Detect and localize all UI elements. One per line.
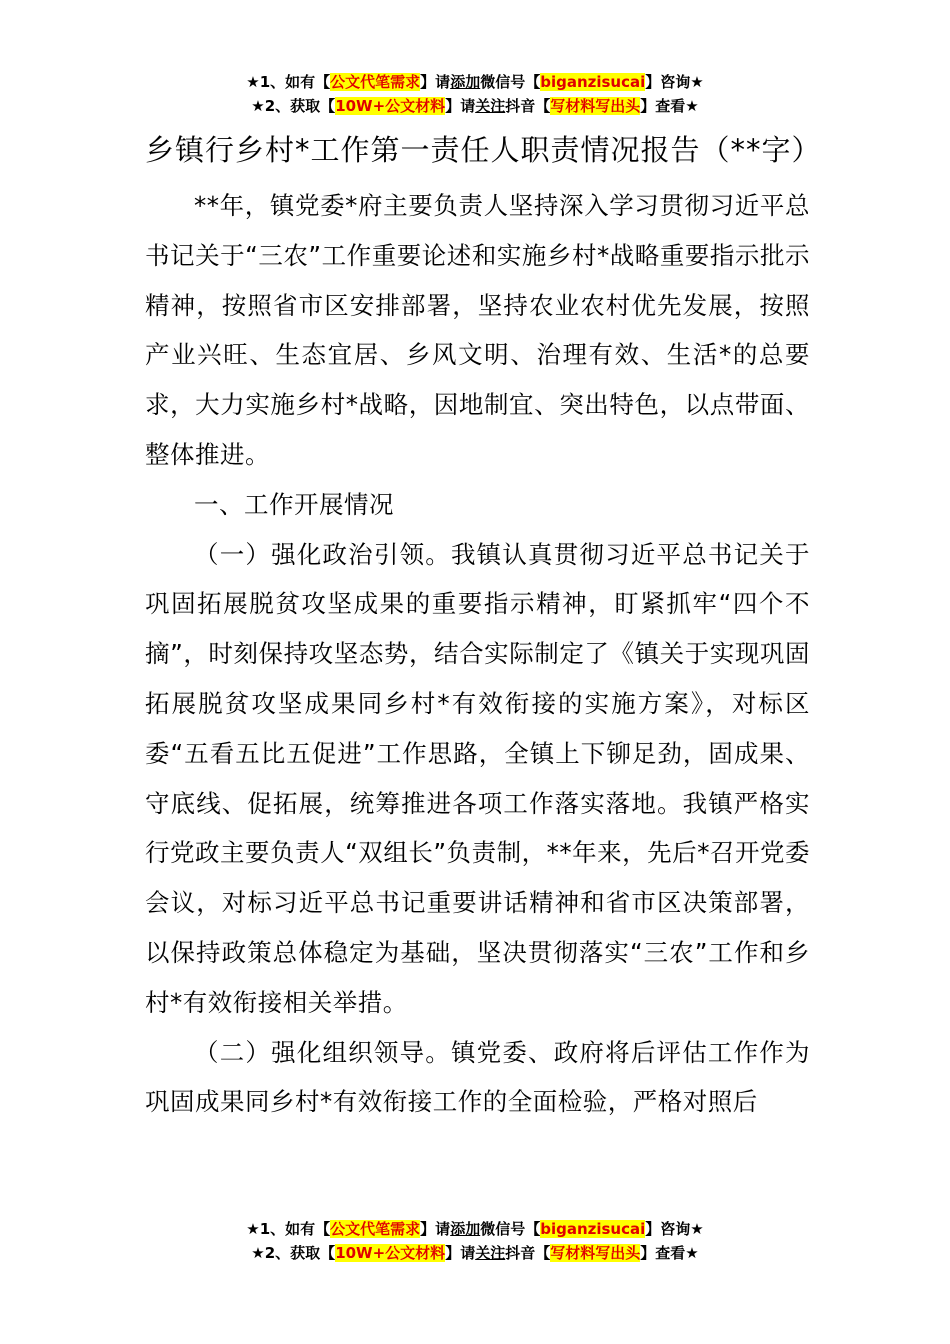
banner-line-2: ★2、获取【10W+公文材料】请关注抖音【写材料写出头】查看★ <box>251 97 699 115</box>
header-banner <box>0 70 950 118</box>
banner-wechat-id: biganzisucai <box>540 1220 646 1238</box>
banner-line-1: ★1、如有【公文代笔需求】请添加微信号【biganzisucai】咨询★ <box>246 1220 704 1238</box>
paragraph-organizational-leadership: （二）强化组织领导。镇党委、政府将后评估工作作为巩固成果同乡村*有效衔接工作的全面检验，严格对照后 <box>145 1037 810 1117</box>
paragraph-political-leadership: （一）强化政治引领。我镇认真贯彻习近平总书记关于巩固拓展脱贫攻坚成果的重要指示精神，盯紧抓牢“四个不摘”，时刻保持攻坚态势，结合实际制定了《镇关于实现巩固拓展脱贫攻坚成果同乡村*有效衔接的实施方案》，对标区委“五看五比五促进”工作思路，全镇上下铆足劲，固成果、守底线、促拓展，统筹推进各项工作落实落地。我镇严格实行党政主要负责人“双组长”负责制，**年来，先后*召开党委会议，对标习近平总书记重要讲话精神和省市区决策部署，以保持政策总体稳定为基础，坚决贯彻落实“三农”工作和乡村*有效衔接相关举措。 <box>145 539 810 1017</box>
banner-line-1: ★1、如有【公文代笔需求】请添加微信号【biganzisucai】咨询★ <box>246 73 704 91</box>
banner-highlight: 公文代笔需求 <box>330 73 421 91</box>
footer-banner <box>0 1217 950 1265</box>
document-title: 乡镇行乡村*工作第一责任人职责情况报告（**字） <box>145 133 822 167</box>
banner-highlight: 公文代笔需求 <box>330 1220 421 1238</box>
paragraph-intro: **年，镇党委*府主要负责人坚持深入学习贯彻习近平总书记关于“三农”工作重要论述和实施乡村*战略重要指示批示精神，按照省市区安排部署，坚持农业农村优先发展，按照产业兴旺、生态宜居、乡风文明、治理有效、生活*的总要求，大力实施乡村*战略，因地制宜、突出特色，以点带面、整体推进。 <box>145 191 810 469</box>
banner-line-2: ★2、获取【10W+公文材料】请关注抖音【写材料写出头】查看★ <box>251 1244 699 1262</box>
banner-douyin-name: 写材料写出头 <box>550 1244 641 1262</box>
document-body <box>145 128 822 1127</box>
banner-highlight: 10W+公文材料 <box>335 1244 446 1262</box>
banner-wechat-id: biganzisucai <box>540 73 646 91</box>
banner-highlight: 10W+公文材料 <box>335 97 446 115</box>
banner-douyin-name: 写材料写出头 <box>550 97 641 115</box>
section-heading: 一、工作开展情况 <box>194 489 394 519</box>
